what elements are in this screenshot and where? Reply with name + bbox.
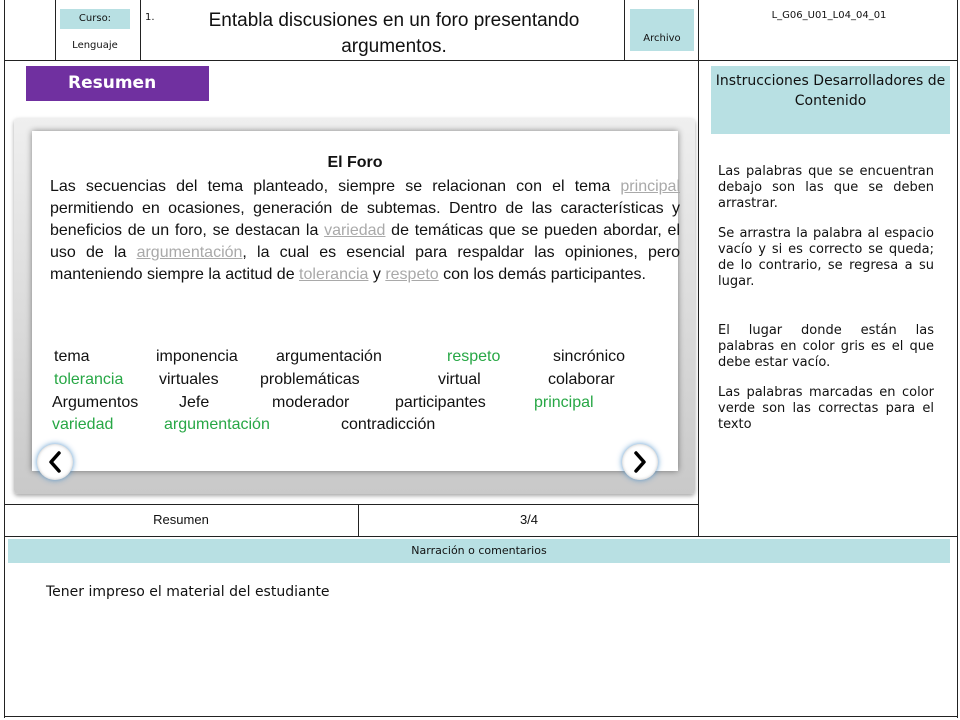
chevron-left-icon xyxy=(47,450,63,474)
fill-in-text xyxy=(50,176,680,286)
text-segment: de temáticas que se pueden abordar, el uso de la xyxy=(50,222,681,261)
curso-label: Curso: xyxy=(60,9,130,29)
archivo-label: Archivo xyxy=(630,9,694,51)
draggable-word[interactable]: problemáticas xyxy=(260,371,360,388)
frame-bottom-border xyxy=(4,716,958,717)
resource-code: L_G06_U01_L04_04_01 xyxy=(771,10,887,21)
draggable-word[interactable]: virtuales xyxy=(159,371,219,388)
narration-top-border xyxy=(4,536,958,537)
narration-text: Tener impreso el material del estudiante xyxy=(46,584,330,600)
header-divider-2 xyxy=(140,0,141,60)
narration-header: Narración o comentarios xyxy=(8,539,950,563)
draggable-word[interactable]: variedad xyxy=(52,416,114,433)
draggable-word[interactable]: imponencia xyxy=(156,348,238,365)
draggable-word[interactable]: respeto xyxy=(447,348,501,365)
draggable-word[interactable]: participantes xyxy=(395,394,486,411)
draggable-word[interactable]: argumentación xyxy=(164,416,270,433)
next-button[interactable] xyxy=(622,444,658,480)
text-segment: y xyxy=(368,266,386,283)
drop-slot-argumentacion[interactable]: argumentación xyxy=(136,244,243,261)
text-segment: Las secuencias del tema planteado, siempre se relacionan con el tema xyxy=(50,178,621,195)
footer-row-top-border xyxy=(4,504,699,505)
draggable-word[interactable]: tema xyxy=(54,348,90,365)
instruction-paragraph: Las palabras marcadas en color verde son las correctas para el texto xyxy=(718,385,934,432)
draggable-word[interactable]: virtual xyxy=(438,371,481,388)
page-title: Entabla discusiones en un foro presentando argumentos. xyxy=(208,10,580,57)
resumen-tab: Resumen xyxy=(26,66,209,101)
slide-heading: El Foro xyxy=(327,154,383,171)
page-indicator: 3/4 xyxy=(519,512,539,527)
draggable-word[interactable]: Argumentos xyxy=(52,394,139,411)
instruction-paragraph: Se arrastra la palabra al espacio vacío y si es correcto se queda; de lo contrario, se regresa a su lugar. xyxy=(718,226,934,289)
header-divider-1 xyxy=(55,0,56,60)
drop-slot-variedad[interactable]: variedad xyxy=(324,222,386,239)
text-segment: , la cual es esencial para respaldar las opiniones, pero manteniendo siempre la actitud de xyxy=(50,244,680,283)
text-segment: permitiendo en ocasiones, generación de subtemas. Dentro de las características y beneficios de un foro, se destacan la xyxy=(50,200,680,239)
draggable-word[interactable]: principal xyxy=(534,394,594,411)
section-name: Resumen xyxy=(153,512,209,527)
header-divider-3 xyxy=(624,0,625,60)
prev-button[interactable] xyxy=(37,444,73,480)
draggable-word[interactable]: argumentación xyxy=(276,348,382,365)
curso-value: Lenguaje xyxy=(72,40,118,51)
header-divider-4 xyxy=(698,0,699,60)
drop-slot-principal[interactable]: principal xyxy=(620,178,680,195)
draggable-word[interactable]: tolerancia xyxy=(54,371,124,388)
chevron-right-icon xyxy=(632,450,648,474)
frame-right-border xyxy=(957,0,958,718)
draggable-word[interactable]: colaborar xyxy=(548,371,615,388)
draggable-word[interactable]: Jefe xyxy=(179,394,210,411)
header-bottom-border xyxy=(4,60,958,61)
drop-slot-respeto[interactable]: respeto xyxy=(385,266,439,283)
instruction-paragraph: El lugar donde están las palabras en color gris es el que debe estar vacío. xyxy=(718,323,934,370)
instruction-paragraph: Las palabras que se encuentran debajo son las que se deben arrastrar. xyxy=(718,164,934,211)
draggable-word[interactable]: contradicción xyxy=(341,416,436,433)
screen-number: 1. xyxy=(145,12,155,23)
draggable-word[interactable]: sincrónico xyxy=(553,348,626,365)
drop-slot-tolerancia[interactable]: tolerancia xyxy=(299,266,369,283)
slide-column-divider xyxy=(698,60,699,536)
instructions-header: Instrucciones Desarrolladores de Contenido xyxy=(711,66,950,134)
text-segment: con los demás participantes. xyxy=(438,266,646,283)
draggable-word[interactable]: moderador xyxy=(272,394,350,411)
frame-left-border xyxy=(4,0,5,718)
